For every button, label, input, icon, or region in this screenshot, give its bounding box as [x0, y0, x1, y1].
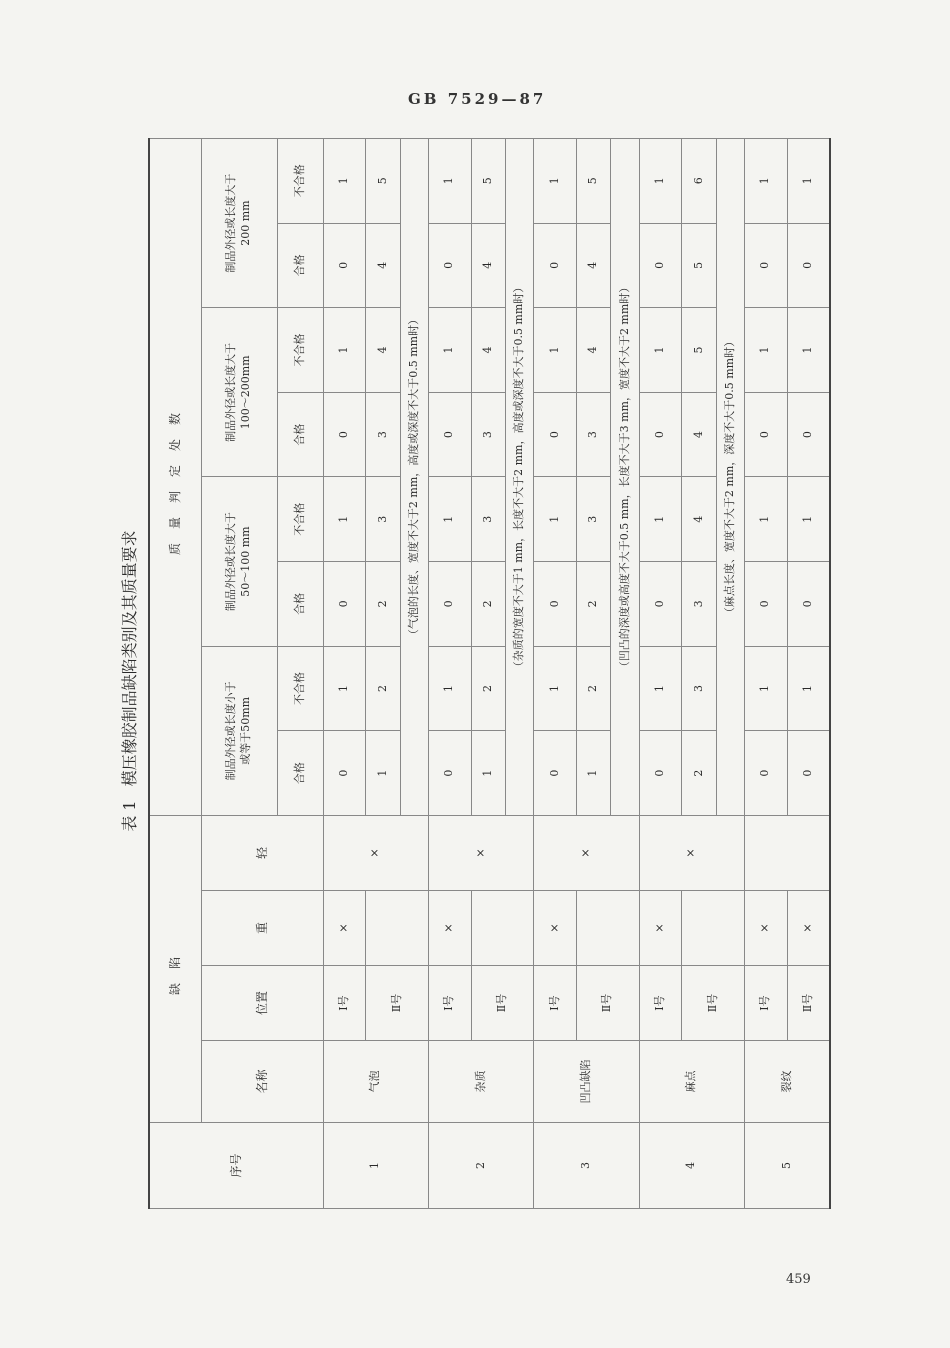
- row-seq: 4: [639, 1123, 744, 1209]
- row-position: Ⅰ号: [534, 966, 577, 1041]
- count-cell: 3: [682, 646, 716, 731]
- count-cell: 1: [428, 646, 471, 731]
- count-cell: 0: [534, 731, 577, 816]
- header-fail: 不合格: [277, 138, 323, 223]
- header-fail: 不合格: [277, 477, 323, 562]
- row-defect-name: 麻点: [639, 1041, 744, 1123]
- count-cell: 1: [323, 646, 366, 731]
- count-cell: 0: [787, 731, 830, 816]
- count-cell: 1: [428, 477, 471, 562]
- count-cell: 2: [471, 562, 505, 647]
- header-defect: 缺陷: [149, 815, 201, 1122]
- count-cell: 1: [639, 138, 682, 223]
- count-cell: 4: [577, 223, 611, 308]
- row-position: Ⅱ号: [366, 966, 429, 1041]
- count-cell: 0: [534, 392, 577, 477]
- row-light-mark: ×: [639, 815, 744, 890]
- header-seq: 序号: [149, 1123, 323, 1209]
- row-seq: 5: [744, 1123, 830, 1209]
- count-cell: 0: [428, 223, 471, 308]
- header-size-group-1: [201, 646, 277, 815]
- header-fail: 不合格: [277, 646, 323, 731]
- group-line-2: 或等于50mm: [239, 696, 253, 765]
- count-cell: 3: [471, 392, 505, 477]
- count-cell: 1: [744, 308, 787, 393]
- count-cell: 1: [744, 646, 787, 731]
- row-position: Ⅱ号: [787, 966, 830, 1041]
- row-defect-name: 杂质: [428, 1041, 533, 1123]
- count-cell: 0: [639, 223, 682, 308]
- count-cell: 4: [682, 392, 716, 477]
- group-line-2: 50～100 mm: [239, 526, 253, 597]
- count-cell: 3: [366, 392, 400, 477]
- row-seq: 3: [534, 1123, 639, 1209]
- row-light-mark: ×: [323, 815, 428, 890]
- count-cell: 1: [323, 138, 366, 223]
- row-seq: 2: [428, 1123, 533, 1209]
- count-cell: 3: [471, 477, 505, 562]
- header-size-group-2: [201, 477, 277, 646]
- count-cell: 1: [639, 477, 682, 562]
- count-cell: 1: [471, 731, 505, 816]
- row-severe-mark: [577, 891, 640, 966]
- row-position: Ⅱ号: [577, 966, 640, 1041]
- count-cell: 1: [428, 138, 471, 223]
- count-cell: 0: [323, 731, 366, 816]
- count-cell: 0: [787, 223, 830, 308]
- row-position: Ⅰ号: [744, 966, 787, 1041]
- count-cell: 4: [471, 223, 505, 308]
- count-cell: 3: [577, 392, 611, 477]
- row-severe-mark: ×: [534, 891, 577, 966]
- group-line-1: 制品外径或长度小于: [224, 681, 238, 781]
- count-cell: 0: [639, 731, 682, 816]
- count-cell: 0: [744, 562, 787, 647]
- header-severe: 重: [201, 891, 323, 966]
- count-cell: 0: [428, 731, 471, 816]
- header-pass: 合格: [277, 562, 323, 647]
- count-cell: 4: [682, 477, 716, 562]
- table-row: [428, 138, 471, 1208]
- count-cell: 2: [366, 562, 400, 647]
- count-cell: 0: [534, 562, 577, 647]
- count-cell: 2: [577, 562, 611, 647]
- count-cell: 1: [323, 308, 366, 393]
- count-cell: 5: [577, 138, 611, 223]
- row-light-mark: [744, 815, 830, 890]
- count-cell: 1: [323, 477, 366, 562]
- row-position: Ⅰ号: [323, 966, 366, 1041]
- group-line-2: 100～200mm: [239, 355, 253, 430]
- group-line-2: 200 mm: [239, 200, 253, 246]
- header-fail: 不合格: [277, 308, 323, 393]
- count-cell: 0: [744, 392, 787, 477]
- header-size-group-3: [201, 308, 277, 477]
- row-note: （杂质的宽度不大于1 mm，长度不大于2 mm，高度或深度不大于0.5 mm时）: [506, 138, 534, 815]
- count-cell: 1: [534, 646, 577, 731]
- count-cell: 1: [534, 138, 577, 223]
- count-cell: 2: [471, 646, 505, 731]
- count-cell: 1: [787, 646, 830, 731]
- count-cell: 6: [682, 138, 716, 223]
- row-severe-mark: [471, 891, 534, 966]
- count-cell: 1: [787, 308, 830, 393]
- row-severe-mark: ×: [639, 891, 682, 966]
- row-note: （气泡的长度、宽度不大于2 mm，高度或深度不大于0.5 mm时）: [400, 138, 428, 815]
- row-defect-name: 凹凸缺陷: [534, 1041, 639, 1123]
- row-light-mark: ×: [428, 815, 533, 890]
- count-cell: 2: [682, 731, 716, 816]
- row-position: Ⅰ号: [428, 966, 471, 1041]
- count-cell: 0: [323, 392, 366, 477]
- count-cell: 0: [787, 392, 830, 477]
- row-defect-name: 气泡: [323, 1041, 428, 1123]
- count-cell: 1: [787, 138, 830, 223]
- count-cell: 5: [682, 223, 716, 308]
- count-cell: 0: [534, 223, 577, 308]
- header-quality: 质量判定处数: [149, 138, 201, 815]
- group-line-1: 制品外径或长度大于: [224, 512, 238, 612]
- row-defect-name: 裂纹: [744, 1041, 830, 1123]
- header-pass: 合格: [277, 731, 323, 816]
- count-cell: 3: [366, 477, 400, 562]
- count-cell: 1: [577, 731, 611, 816]
- table-row: [323, 138, 366, 1208]
- count-cell: 1: [534, 477, 577, 562]
- header-pass: 合格: [277, 223, 323, 308]
- count-cell: 4: [366, 223, 400, 308]
- table-label: 表 1: [120, 800, 139, 832]
- row-position: Ⅱ号: [682, 966, 745, 1041]
- defect-quality-table: [148, 138, 831, 1209]
- count-cell: 4: [471, 308, 505, 393]
- count-cell: 0: [744, 223, 787, 308]
- rotated-page-content: [112, 139, 832, 1209]
- count-cell: 1: [744, 138, 787, 223]
- header-size-group-4: [201, 138, 277, 307]
- count-cell: 1: [787, 477, 830, 562]
- count-cell: 0: [428, 562, 471, 647]
- table-title: 模压橡胶制品缺陷类别及其质量要求: [120, 530, 139, 787]
- count-cell: 5: [682, 308, 716, 393]
- row-severe-mark: ×: [744, 891, 787, 966]
- table-caption: [112, 139, 148, 1209]
- table-row: [639, 138, 682, 1208]
- table-row: [744, 138, 787, 1208]
- header-name: 名称: [201, 1041, 323, 1123]
- count-cell: 5: [366, 138, 400, 223]
- row-light-mark: ×: [534, 815, 639, 890]
- count-cell: 2: [577, 646, 611, 731]
- count-cell: 1: [639, 646, 682, 731]
- count-cell: 5: [471, 138, 505, 223]
- standard-number: GB 7529—87: [408, 90, 547, 108]
- count-cell: 3: [577, 477, 611, 562]
- count-cell: 4: [366, 308, 400, 393]
- count-cell: 3: [682, 562, 716, 647]
- group-line-1: 制品外径或长度大于: [224, 342, 238, 442]
- row-note: （麻点长度、宽度不大于2 mm，深度不大于0.5 mm时）: [716, 138, 744, 815]
- row-note: （凹凸的深度或高度不大于0.5 mm，长度不大于3 mm，宽度不大于2 mm时）: [611, 138, 639, 815]
- count-cell: 0: [428, 392, 471, 477]
- row-position: Ⅰ号: [639, 966, 682, 1041]
- count-cell: 1: [534, 308, 577, 393]
- table-row: [534, 138, 577, 1208]
- count-cell: 1: [639, 308, 682, 393]
- count-cell: 1: [366, 731, 400, 816]
- count-cell: 0: [744, 731, 787, 816]
- row-severe-mark: [366, 891, 429, 966]
- row-severe-mark: ×: [787, 891, 830, 966]
- count-cell: 2: [366, 646, 400, 731]
- count-cell: 0: [323, 562, 366, 647]
- header-light: 轻: [201, 815, 323, 890]
- count-cell: 0: [787, 562, 830, 647]
- count-cell: 0: [323, 223, 366, 308]
- row-severe-mark: [682, 891, 745, 966]
- count-cell: 0: [639, 392, 682, 477]
- row-severe-mark: ×: [428, 891, 471, 966]
- page-number: 459: [786, 1272, 811, 1287]
- count-cell: 1: [744, 477, 787, 562]
- count-cell: 1: [428, 308, 471, 393]
- group-line-1: 制品外径或长度大于: [224, 173, 238, 273]
- count-cell: 0: [639, 562, 682, 647]
- row-position: Ⅱ号: [471, 966, 534, 1041]
- row-severe-mark: ×: [323, 891, 366, 966]
- count-cell: 4: [577, 308, 611, 393]
- header-pass: 合格: [277, 392, 323, 477]
- header-position: 位置: [201, 966, 323, 1041]
- row-seq: 1: [323, 1123, 428, 1209]
